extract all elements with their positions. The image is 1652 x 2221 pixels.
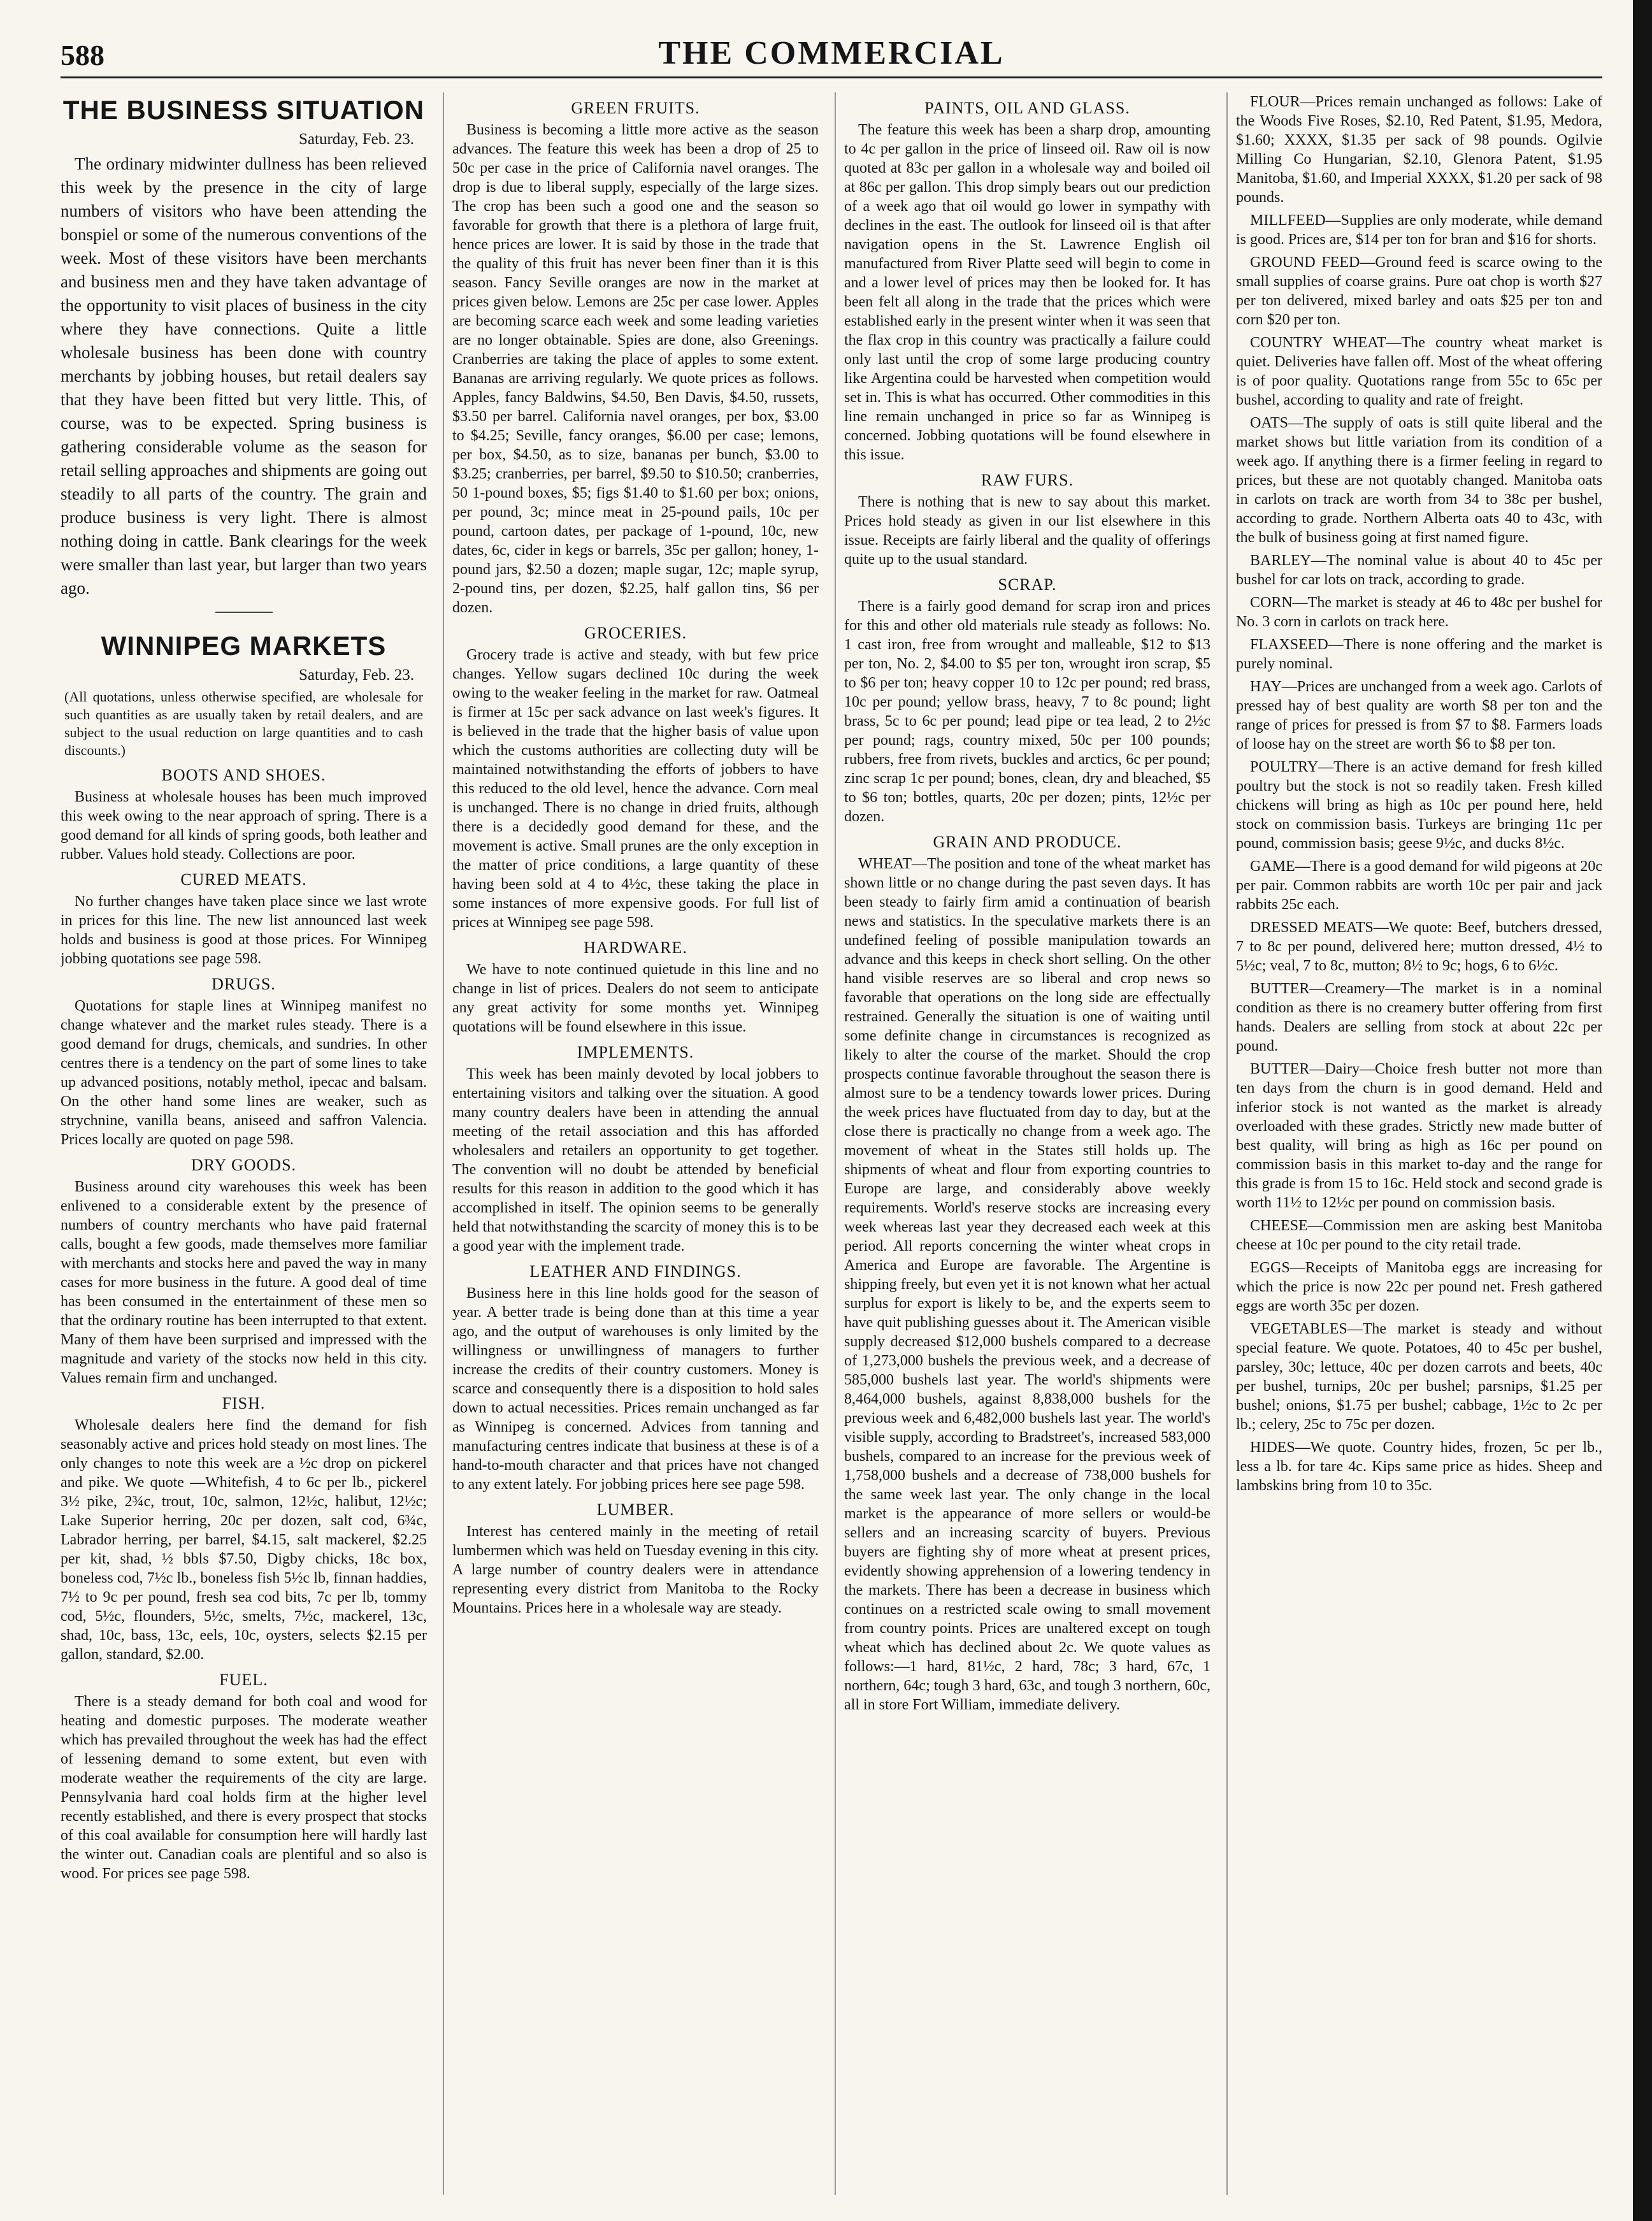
columns [61,92,1602,2195]
article-separator [215,612,273,613]
section-heading: FUEL. [219,1671,268,1689]
section-text: Grocery trade is active and steady, with but few price changes. Yellow sugars declined 10c during the week owing to the weaker feeling in the market for raw. Oatmeal is firmer at 15c per sack advance on last week's figures. It is believed in the trade that the higher basis of value upon which the customs authorities are collecting duty will be maintained notwithstanding the efforts of jobbers to have this reduced to the old level, hence the advance. Corn meal is unchanged. There is no change in dried fruits, although there is a decidedly good demand for these, and the movement is active. Small prunes are the only exception in the matter of price conditions, a large quantity of these having been sold at 4 to 4½c, these taking the place in some instances of more expensive goods. For full list of prices at Winnipeg see page 598. [452,647,819,931]
section-text: WHEAT—The position and tone of the wheat market has shown little or no change during the past seven days. It has been steady to fairly firm amid a continuation of bearish news and statistics. In the speculative markets there is an undefined feeling of possible manipulation towards an advance and this keeps in check short selling. On the other hand visible reserves are so liberal and crop news so favorable that operations on the long side are effectually restrained. Generally the situation is one of waiting until some definite change in circumstances is recognized as likely to alter the course of the market. Should the crop prospects continue favorable throughout the season there is almost sure to be a tendency towards lower prices. During the week prices have fluctuated from day to day, but at the close there is practically no change from a week ago. The movement of wheat in the States still holds up. The shipments of wheat and flour from exporting countries to Europe are large, and considerably above weekly requirements. World's reserve stocks are increasing every week whereas last year they decreased each week at this period. All reports concerning the winter wheat crops in America and Europe are favorable. The Argentine is shipping freely, but even yet it is not known what her actual surplus for export is likely to be, and the experts seem to have quit publishing guesses about it. The American visible supply decreased $12,000 bushels compared to a decrease of 1,273,000 bushels the previous week, and a decrease of 585,000 bushels last year. The world's shipments were 8,464,000 bushels, against 8,838,000 bushels for the previous week and 6,482,000 bushels last year. The world's visible supply, according to Bradstreet's, increased 583,000 bushels, compared to an increase for the previous week of 1,758,000 bushels and a decrease of 738,000 bushels for the same week last year. The only change in the local market is the appearance of more sellers or would-be sellers and an increasing scarcity of buyers. Previous buyers are fighting shy of more wheat at present prices, evidently showing apprehension of a lowering tendency in the markets. There has been a decrease in business which continues on a restricted scale owing to small movement from country points. Prices are unaltered except on tough wheat which has declined about 2c. We quote values as follows:—1 hard, 81½c, 2 hard, 78c; 3 hard, 67c, 1 northern, 64c; tough 3 hard, 63c, and tough 3 northern, 60c, all in store Fort William, immediate delivery. [844,856,1210,1713]
column-3 [844,92,1210,2195]
section-heading: GRAIN AND PRODUCE. [933,833,1122,851]
page-header [61,32,1602,78]
market-item: GAME—There is a good demand for wild pigeons at 20c per pair. Common rabbits are worth 10c per pair and jack rabbits 25c each. [1236,858,1602,913]
winnipeg-markets-headline: WINNIPEG MARKETS [101,631,387,661]
business-situation-headline: THE BUSINESS SITUATION [62,95,425,125]
section-heading: CURED MEATS. [180,870,307,889]
market-item: MILLFEED—Supplies are only moderate, while demand is good. Prices are, $14 per ton for bran and $16 for shorts. [1236,212,1602,248]
section-text: Interest has centered mainly in the meeting of retail lumbermen which was held on Tuesday evening in this city. A large number of country dealers were in attendance representing every district from Manitoba to the Rocky Mountains. Prices here in a wholesale way are steady. [452,1523,819,1616]
section-text: No further changes have taken place since we last wrote in prices for this line. The new list announced last week holds and business is good at those prices. For Winnipeg jobbing quotations see page 598. [61,893,427,967]
market-item: FLAXSEED—There is none offering and the market is purely nominal. [1236,636,1602,672]
market-item: POULTRY—There is an active demand for fresh killed poultry but the stock is not so readily taken. Fresh killed chickens will bring as high as 10c per pound here, held stock on commission basis. Turkeys are bringing 11c per pound, commission basis; geese 9½c, and ducks 8½c. [1236,759,1602,852]
column-4 [1236,92,1602,2195]
section-text: There is a steady demand for both coal and wood for heating and domestic purposes. The moderate weather which has prevailed throughout the week has had the effect of lessening demand to some extent, but even with moderate weather the requirements of the city are large. Pennsylvania hard coal holds firm at the higher level recently established, and there is every prospect that stocks of this coal available for consumption here will hardly last the winter out. Canadian coals are plentiful and so also is wood. For prices see page 598. [61,1693,427,1882]
section-heading: IMPLEMENTS. [577,1043,694,1061]
column-rule [443,92,444,2195]
section-heading: SCRAP. [998,575,1057,594]
market-item: EGGS—Receipts of Manitoba eggs are increasing for which the price is now 22c per pound net. Fresh gathered eggs are worth 35c per dozen. [1236,1260,1602,1314]
business-situation-dateline: Saturday, Feb. 23. [299,131,414,148]
column-rule [1226,92,1228,2195]
section-text: Business is becoming a little more active as the season advances. The feature this week has been a drop of 25 to 50c per case in the price of California navel oranges. The drop is due to liberal supply, especially of the large sizes. The crop has been such a good one and the season so favorable for growth that there is a plethora of large fruit, hence prices are lower. It is said by those in the trade that the quality of this fruit has never been finer than it is this season. Fancy Seville oranges are now in the market at prices given below. Lemons are 25c per case lower. Apples are becoming scarce each week and some leading varieties are no longer obtainable. Spies are done, also Greenings. Cranberries are taking the place of apples to some extent. Bananas are arriving regularly. We quote prices as follows. Apples, fancy Baldwins, $4.50, Ben Davis, $4.50, russets, $3.50 per barrel. California navel oranges, per box, $3.00 to $4.25; Seville, fancy oranges, $6.00 per case; lemons, per box, $4.50, as to size, bananas per bunch, $3.00 to $3.25; cranberries, per barrel, $9.50 to $10.50; cranberries, 50 1-pound boxes, $5; figs $1.40 to $1.60 per box; onions, per pound, 3c; mince meat in 25-pound pails, 10c per pound, cartoon dates, per package of 1-pound, 10c, new dates, 6c, cider in kegs or barrels, 35c per gallon; honey, 1-pound jars, $2.50 a dozen; maple sugar, 12c; maple syrup, 2-pound tins, per dozen, $2.25, half gallon tins, $6 per dozen. [452,122,819,616]
column-rule [835,92,836,2195]
section-heading: BOOTS AND SHOES. [161,766,326,784]
section-heading: GREEN FRUITS. [571,99,700,117]
market-item: CHEESE—Commission men are asking best Manitoba cheese at 10c per pound to the city retail trade. [1236,1218,1602,1253]
column-2 [452,92,819,2195]
section-text: There is nothing that is new to say about this market. Prices hold steady as given in our list elsewhere in this issue. Receipts are fairly liberal and the quality of offerings quite up to the usual standard. [844,494,1210,568]
section-heading: LUMBER. [596,1500,675,1519]
market-item: COUNTRY WHEAT—The country wheat market is quiet. Deliveries have fallen off. Most of the wheat offering is of poor quality. Quotations range from 55c to 65c per bushel, according to quality and rate of freight. [1236,334,1602,408]
market-item: HAY—Prices are unchanged from a week ago. Carlots of pressed hay of best quality are worth $8 per ton and the range of prices for pressed is from $7 to $8. Farmers loads of loose hay on the street are worth $6 to $8 per ton. [1236,679,1602,752]
market-item: DRESSED MEATS—We quote: Beef, butchers dressed, 7 to 8c per pound, delivered here; mutton dressed, 4½ to 5½c; veal, 7 to 8c, mutton; 8½ to 9c; hogs, 6 to 6½c. [1236,919,1602,974]
section-text: Business here in this line holds good for the season of year. A better trade is being done than at this time a year ago, and the output of warehouses is only limited by the willingness or unwillingness of managers to further increase the credits of their country customers. Money is scarce and consequently there is a disposition to hold sales down to actual necessities. Prices remain unchanged as far as Winnipeg is concerned. Advices from tanning and manufacturing centres indicate that business at these is of a hand-to-mouth character and that prices have not changed to any extent lately. For jobbing prices here see page 598. [452,1285,819,1493]
market-item: HIDES—We quote. Country hides, frozen, 5c per lb., less a lb. for tare 4c. Kips same price as hides. Sheep and lambskins bring from 10 to 35c. [1236,1439,1602,1494]
section-text: Business around city warehouses this week has been enlivened to a considerable extent by the presence of numbers of country merchants who have paid fraternal calls, bought a few goods, made themselves more familiar with merchants and stocks here and paved the way in many cases for more business in the future. A good deal of time has been consumed in the entertainment of these men so that the ordinary routine has been interrupted to that extent. Many of them have been surprised and impressed with the magnitude and variety of the stocks now held in this city. Values remain firm and unchanged. [61,1179,427,1386]
section-heading: HARDWARE. [584,938,687,957]
page-number: 588 [61,39,104,71]
market-item: BUTTER—Creamery—The market is in a nominal condition as there is no creamery butter offering from first hands. Dealers are selling from stock at about 22c per pound. [1236,981,1602,1054]
page-edge-shadow [1633,0,1652,2221]
section-heading: DRY GOODS. [190,1156,297,1174]
section-heading: LEATHER AND FINDINGS. [529,1262,742,1281]
section-heading: RAW FURS. [980,471,1074,489]
winnipeg-markets-dateline: Saturday, Feb. 23. [299,666,414,684]
market-item: FLOUR—Prices remain unchanged as follows: Lake of the Woods Five Roses, $2.10, Red Patent, $1.95, Medora, $1.60; XXXX, $1.35 per sack of 98 pounds. Ogilvie Milling Co Hungarian, $2.10, Glenora Patent, $1.95 Manitoba, $1.60, and Imperial XXXX, $1.20 per sack of 98 pounds. [1236,94,1602,206]
quotations-note: (All quotations, unless otherwise specified, are wholesale for such quantities as are usually taken by retail dealers, and are subject to the usual reduction on large quantities and to cash discounts.) [64,689,423,758]
market-item: OATS—The supply of oats is still quite liberal and the market shows but little variation from its condition of a week ago. If anything there is a firmer feeling in regard to prices, but these are not quotably changed. Manitoba oats in carlots on track are worth from 34 to 38c per bushel, according to grade. Northern Alberta oats 40 to 43c, with the bulk of business going at first named figure. [1236,415,1602,546]
market-item: BARLEY—The nominal value is about 40 to 45c per bushel for car lots on track, according to grade. [1236,552,1602,588]
business-situation-text: The ordinary midwinter dullness has been relieved this week by the presence in the city of large numbers of visitors who have been attending the bonspiel or some of the numerous conventions of the week. Most of these visitors have been merchants and business men and they have taken advantage of the opportunity to visit places of business in the city where they have connections. Quite a little wholesale business has been done with country merchants by jobbing houses, but retail dealers say that they have been fitted but very little. This, of course, was to be expected. Spring business is gathering considerable volume as the season for retail selling approaches and shipments are going out steadily to all parts of the country. The grain and produce business is very light. There is almost nothing doing in cattle. Bank clearings for the week were smaller than last year, but larger than two years ago. [61,154,427,598]
section-text: Business at wholesale houses has been much improved this week owing to the near approach of spring. There is a good demand for all kinds of spring goods, both leather and rubber. Values hold steady. Collections are poor. [61,789,427,863]
market-item: GROUND FEED—Ground feed is scarce owing to the small supplies of coarse grains. Pure oat chop is worth $27 per ton delivered, mixed barley and oats $25 per ton and corn $20 per ton. [1236,254,1602,328]
section-text: Wholesale dealers here find the demand for fish seasonably active and prices hold steady on most lines. The only changes to note this week are a ½c drop on pickerel and pike. We quote —Whitefish, 4 to 6c per lb., pickerel 3½ pike, 2¾c, trout, 10c, salmon, 12½c, halibut, 12½c; Lake Superior herring, 20c per dozen, salt cod, 6¾c, Labrador herring, per barrel, $4.15, salt mackerel, $2.25 per kit, shad, ½ bbls $7.50, Digby chicks, 18c box, boneless cod, 7½c lb., boneless fish 5½c lb, finnan haddies, 7½ to 9c per pound, fresh sea cod bits, 7c per lb, tommy cod, 5½c, flounders, 5½c, smelts, 7½c, mackerel, 13c, shad, 10c, bass, 13c, eels, 10c, oysters, selects $2.15 per gallon, standard, $2.00. [61,1417,427,1663]
column-1 [61,92,427,2195]
market-item: VEGETABLES—The market is steady and without special feature. We quote. Potatoes, 40 to 45c per bushel, parsley, 30c; lettuce, 40c per dozen carrots and beets, 40c per bushel, turnips, 20c per bushel; parsnips, $1.25 per bushel; onions, $1.75 per bushel; cabbage, 1½c to 2c per lb.; celery, 25c to 75c per dozen. [1236,1321,1602,1433]
section-heading: GROCERIES. [584,624,687,642]
section-heading: PAINTS, OIL AND GLASS. [924,99,1130,117]
section-text: Quotations for staple lines at Winnipeg manifest no change whatever and the market rules steady. There is a good demand for drugs, chemicals, and sundries. In other centres there is a tendency on the part of some lines to take up advanced positions, notably methol, ipecac and balsam. On the other hand some lines are weaker, such as strychnine, vanilla beans, aniseed and saffron Valencia. Prices locally are quoted on page 598. [61,998,427,1148]
section-heading: FISH. [222,1394,266,1412]
publication-title: THE COMMERCIAL [658,35,1005,71]
section-text: The feature this week has been a sharp drop, amounting to 4c per gallon in the price of linseed oil. Raw oil is now quoted at 83c per gallon in a wholesale way and boiled oil at 86c per gallon. This drop simply bears out our prediction of a week ago that oil would go lower in sympathy with declines in the east. The outlook for linseed oil is that after navigation opens in the St. Lawrence English oil manufactured from River Platte seed will begin to come in and a lower level of prices may then be looked for. It has been felt all along in the trade that the prices which were established early in the present winter when it was seen that the flax crop in this country was practically a failure could only last until the crop of some large producing country like Argentina could be harvested when competition would set in. This is what has occurred. Other commodities in this line remain unchanged in price so far as Winnipeg is concerned. Jobbing quotations will be found elsewhere in this issue. [844,122,1210,463]
section-text: This week has been mainly devoted by local jobbers to entertaining visitors and talking over the situation. A good many country dealers have been in attending the annual meeting of the retail association and this has afforded wholesalers and retailers an opportunity to get together. The convention will no doubt be attended by beneficial results for this reason in addition to the good which it has accomplished in itself. The opinion seems to be generally held that notwithstanding the scarcity of money this is to be a good year with the implement trade. [452,1066,819,1254]
newspaper-page [61,32,1602,2198]
section-text: We have to note continued quietude in this line and no change in list of prices. Dealers do not seem to anticipate any great activity for some months yet. Winnipeg quotations will be found elsewhere in this issue. [452,961,819,1035]
market-item: CORN—The market is steady at 46 to 48c per bushel for No. 3 corn in carlots on track here. [1236,594,1602,630]
section-text: There is a fairly good demand for scrap iron and prices for this and other old materials rule steady as follows: No. 1 cast iron, free from wrought and malleable, $12 to $13 per ton, No. 2, $4.00 to $5 per ton, wrought iron scrap, $5 to $6 per ton; heavy copper 10 to 12c per pound; red brass, 10c per pound; yellow brass, heavy, 7 to 8c pound; light brass, 5c to 6c per pound; lead pipe or tea lead, 2 to 2½c per pound; rags, country mixed, 50c per 100 pounds; rubbers, free from rivets, buckles and arctics, 6c per pound; zinc scrap 1c per pound; bones, clean, dry and bleached, $5 to $6 ton; bottles, quarts, 20c per dozen; pints, 12½c per dozen. [844,598,1210,825]
section-heading: DRUGS. [212,975,276,993]
market-item: BUTTER—Dairy—Choice fresh butter not more than ten days from the churn is in good demand. Held and inferior stock is not wanted as the market is already overloaded with these grades. Strictly new made butter of best quality, will bring as high as 16c per pound on commission basis in this market to-day and the range for this grade is from 15 to 16c. Held stock and second grade is worth 11½ to 12½c per pound on commission basis. [1236,1061,1602,1211]
